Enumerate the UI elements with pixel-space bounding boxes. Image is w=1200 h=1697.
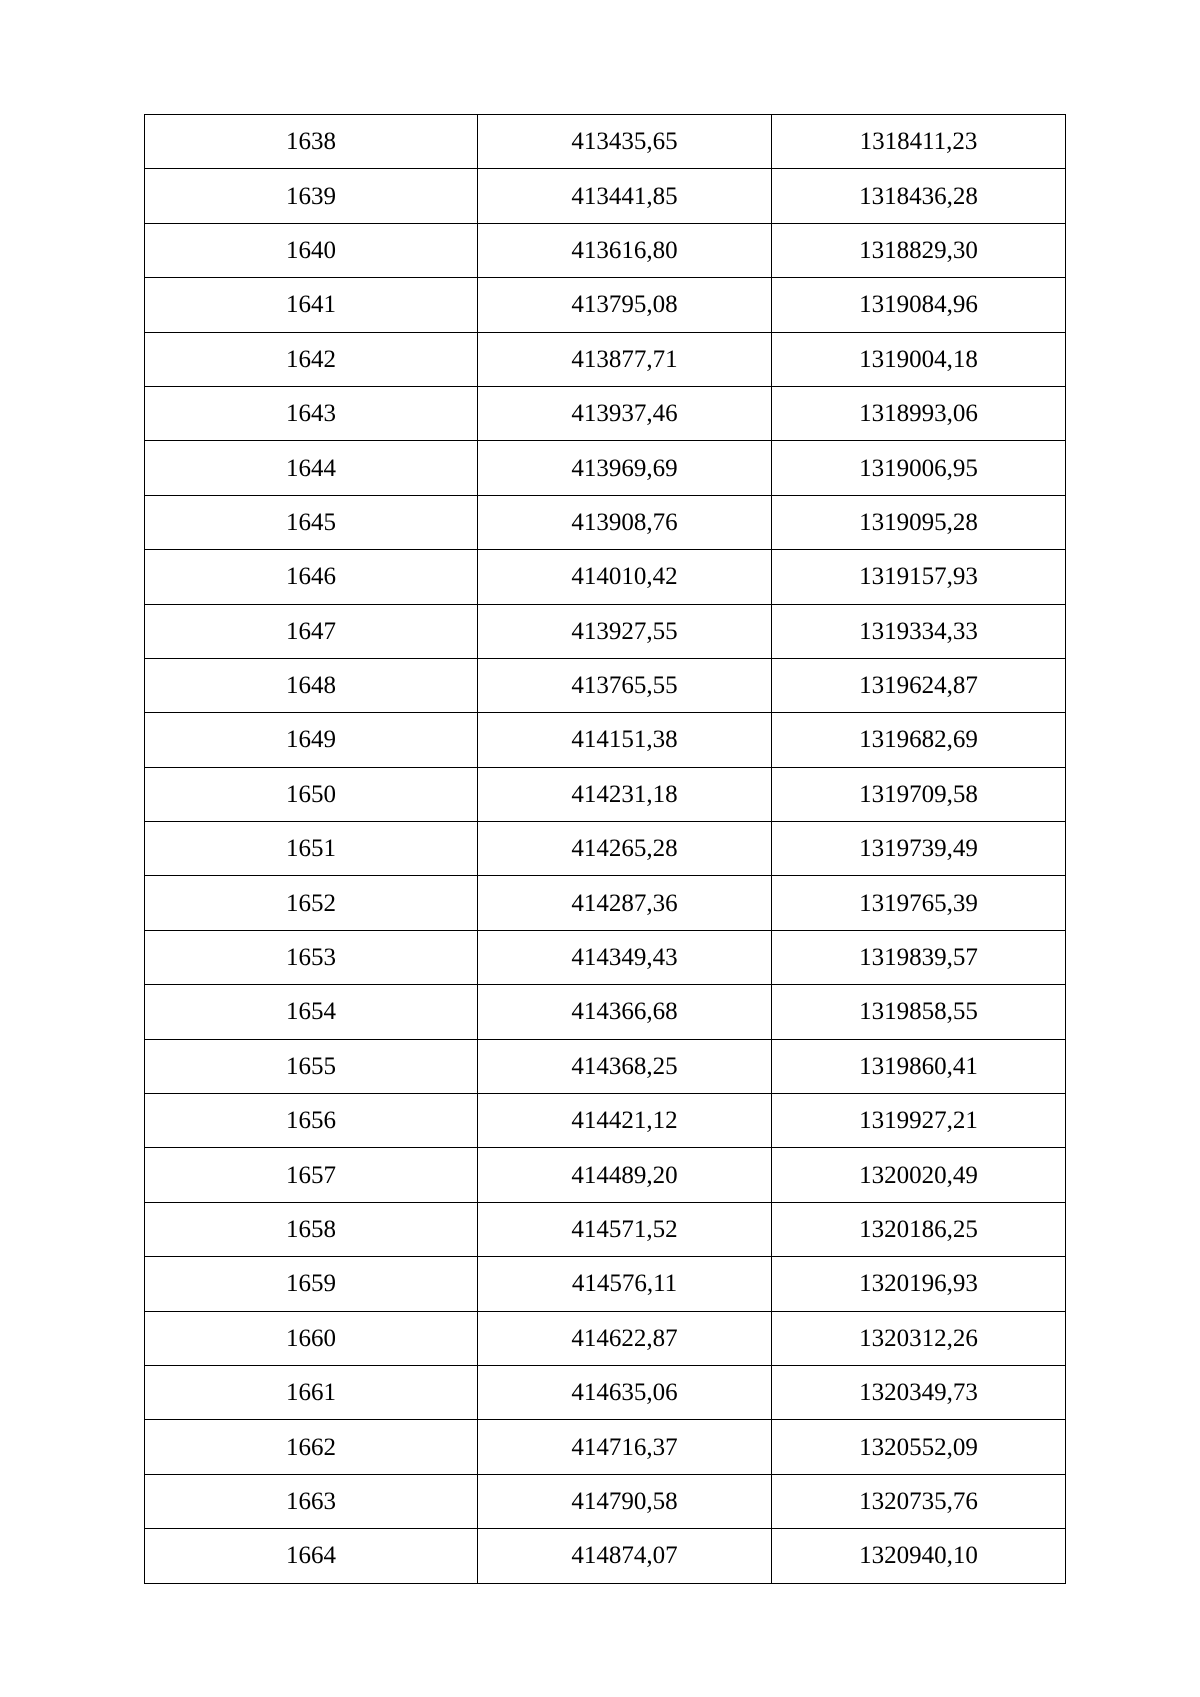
y-coordinate-cell: 1319084,96 xyxy=(772,278,1066,332)
point-number-cell: 1648 xyxy=(145,658,478,712)
x-coordinate-cell: 414151,38 xyxy=(478,713,772,767)
table-row xyxy=(145,822,1066,876)
x-coordinate-cell: 414265,28 xyxy=(478,822,772,876)
x-coordinate-cell: 413795,08 xyxy=(478,278,772,332)
y-coordinate-cell: 1318829,30 xyxy=(772,223,1066,277)
x-coordinate-cell: 413877,71 xyxy=(478,332,772,386)
y-coordinate-cell: 1319095,28 xyxy=(772,495,1066,549)
y-coordinate-cell: 1319006,95 xyxy=(772,441,1066,495)
x-coordinate-cell: 414576,11 xyxy=(478,1257,772,1311)
x-coordinate-cell: 414421,12 xyxy=(478,1094,772,1148)
point-number-cell: 1663 xyxy=(145,1474,478,1528)
x-coordinate-cell: 414622,87 xyxy=(478,1311,772,1365)
table-row xyxy=(145,169,1066,223)
x-coordinate-cell: 414571,52 xyxy=(478,1202,772,1256)
point-number-cell: 1649 xyxy=(145,713,478,767)
x-coordinate-cell: 413969,69 xyxy=(478,441,772,495)
y-coordinate-cell: 1320940,10 xyxy=(772,1529,1066,1583)
x-coordinate-cell: 414010,42 xyxy=(478,550,772,604)
point-number-cell: 1660 xyxy=(145,1311,478,1365)
table-row xyxy=(145,441,1066,495)
y-coordinate-cell: 1318436,28 xyxy=(772,169,1066,223)
point-number-cell: 1664 xyxy=(145,1529,478,1583)
point-number-cell: 1661 xyxy=(145,1365,478,1419)
table-row xyxy=(145,550,1066,604)
y-coordinate-cell: 1319334,33 xyxy=(772,604,1066,658)
point-number-cell: 1639 xyxy=(145,169,478,223)
y-coordinate-cell: 1319927,21 xyxy=(772,1094,1066,1148)
table-row xyxy=(145,495,1066,549)
table-row xyxy=(145,767,1066,821)
x-coordinate-cell: 414287,36 xyxy=(478,876,772,930)
table-row xyxy=(145,278,1066,332)
x-coordinate-cell: 414790,58 xyxy=(478,1474,772,1528)
point-number-cell: 1662 xyxy=(145,1420,478,1474)
y-coordinate-cell: 1318993,06 xyxy=(772,386,1066,440)
table-row xyxy=(145,1094,1066,1148)
y-coordinate-cell: 1319765,39 xyxy=(772,876,1066,930)
x-coordinate-cell: 414366,68 xyxy=(478,985,772,1039)
x-coordinate-cell: 414489,20 xyxy=(478,1148,772,1202)
point-number-cell: 1640 xyxy=(145,223,478,277)
x-coordinate-cell: 414874,07 xyxy=(478,1529,772,1583)
coordinates-table-body xyxy=(145,115,1066,1584)
x-coordinate-cell: 413441,85 xyxy=(478,169,772,223)
y-coordinate-cell: 1319739,49 xyxy=(772,822,1066,876)
y-coordinate-cell: 1319839,57 xyxy=(772,930,1066,984)
point-number-cell: 1638 xyxy=(145,115,478,169)
point-number-cell: 1650 xyxy=(145,767,478,821)
y-coordinate-cell: 1319682,69 xyxy=(772,713,1066,767)
x-coordinate-cell: 413435,65 xyxy=(478,115,772,169)
y-coordinate-cell: 1320349,73 xyxy=(772,1365,1066,1419)
y-coordinate-cell: 1320552,09 xyxy=(772,1420,1066,1474)
table-row xyxy=(145,115,1066,169)
table-row xyxy=(145,1257,1066,1311)
point-number-cell: 1645 xyxy=(145,495,478,549)
x-coordinate-cell: 413937,46 xyxy=(478,386,772,440)
point-number-cell: 1656 xyxy=(145,1094,478,1148)
table-row xyxy=(145,713,1066,767)
y-coordinate-cell: 1319860,41 xyxy=(772,1039,1066,1093)
table-row xyxy=(145,332,1066,386)
x-coordinate-cell: 413765,55 xyxy=(478,658,772,712)
table-row xyxy=(145,1202,1066,1256)
y-coordinate-cell: 1320020,49 xyxy=(772,1148,1066,1202)
x-coordinate-cell: 414368,25 xyxy=(478,1039,772,1093)
table-row xyxy=(145,223,1066,277)
y-coordinate-cell: 1319624,87 xyxy=(772,658,1066,712)
x-coordinate-cell: 413616,80 xyxy=(478,223,772,277)
point-number-cell: 1644 xyxy=(145,441,478,495)
point-number-cell: 1642 xyxy=(145,332,478,386)
x-coordinate-cell: 414231,18 xyxy=(478,767,772,821)
point-number-cell: 1641 xyxy=(145,278,478,332)
y-coordinate-cell: 1320196,93 xyxy=(772,1257,1066,1311)
point-number-cell: 1646 xyxy=(145,550,478,604)
x-coordinate-cell: 414635,06 xyxy=(478,1365,772,1419)
table-row xyxy=(145,985,1066,1039)
point-number-cell: 1653 xyxy=(145,930,478,984)
point-number-cell: 1658 xyxy=(145,1202,478,1256)
point-number-cell: 1643 xyxy=(145,386,478,440)
point-number-cell: 1651 xyxy=(145,822,478,876)
x-coordinate-cell: 414716,37 xyxy=(478,1420,772,1474)
point-number-cell: 1654 xyxy=(145,985,478,1039)
x-coordinate-cell: 413908,76 xyxy=(478,495,772,549)
table-row xyxy=(145,1420,1066,1474)
table-row xyxy=(145,930,1066,984)
table-row xyxy=(145,604,1066,658)
coordinates-table xyxy=(144,114,1066,1584)
table-row xyxy=(145,1311,1066,1365)
table-row xyxy=(145,1148,1066,1202)
point-number-cell: 1652 xyxy=(145,876,478,930)
table-row xyxy=(145,658,1066,712)
table-row xyxy=(145,386,1066,440)
table-row xyxy=(145,876,1066,930)
x-coordinate-cell: 413927,55 xyxy=(478,604,772,658)
y-coordinate-cell: 1319709,58 xyxy=(772,767,1066,821)
y-coordinate-cell: 1319004,18 xyxy=(772,332,1066,386)
y-coordinate-cell: 1320186,25 xyxy=(772,1202,1066,1256)
y-coordinate-cell: 1320735,76 xyxy=(772,1474,1066,1528)
y-coordinate-cell: 1318411,23 xyxy=(772,115,1066,169)
point-number-cell: 1655 xyxy=(145,1039,478,1093)
table-row xyxy=(145,1474,1066,1528)
point-number-cell: 1659 xyxy=(145,1257,478,1311)
y-coordinate-cell: 1320312,26 xyxy=(772,1311,1066,1365)
point-number-cell: 1657 xyxy=(145,1148,478,1202)
y-coordinate-cell: 1319157,93 xyxy=(772,550,1066,604)
table-row xyxy=(145,1365,1066,1419)
table-row xyxy=(145,1529,1066,1583)
y-coordinate-cell: 1319858,55 xyxy=(772,985,1066,1039)
point-number-cell: 1647 xyxy=(145,604,478,658)
table-row xyxy=(145,1039,1066,1093)
x-coordinate-cell: 414349,43 xyxy=(478,930,772,984)
